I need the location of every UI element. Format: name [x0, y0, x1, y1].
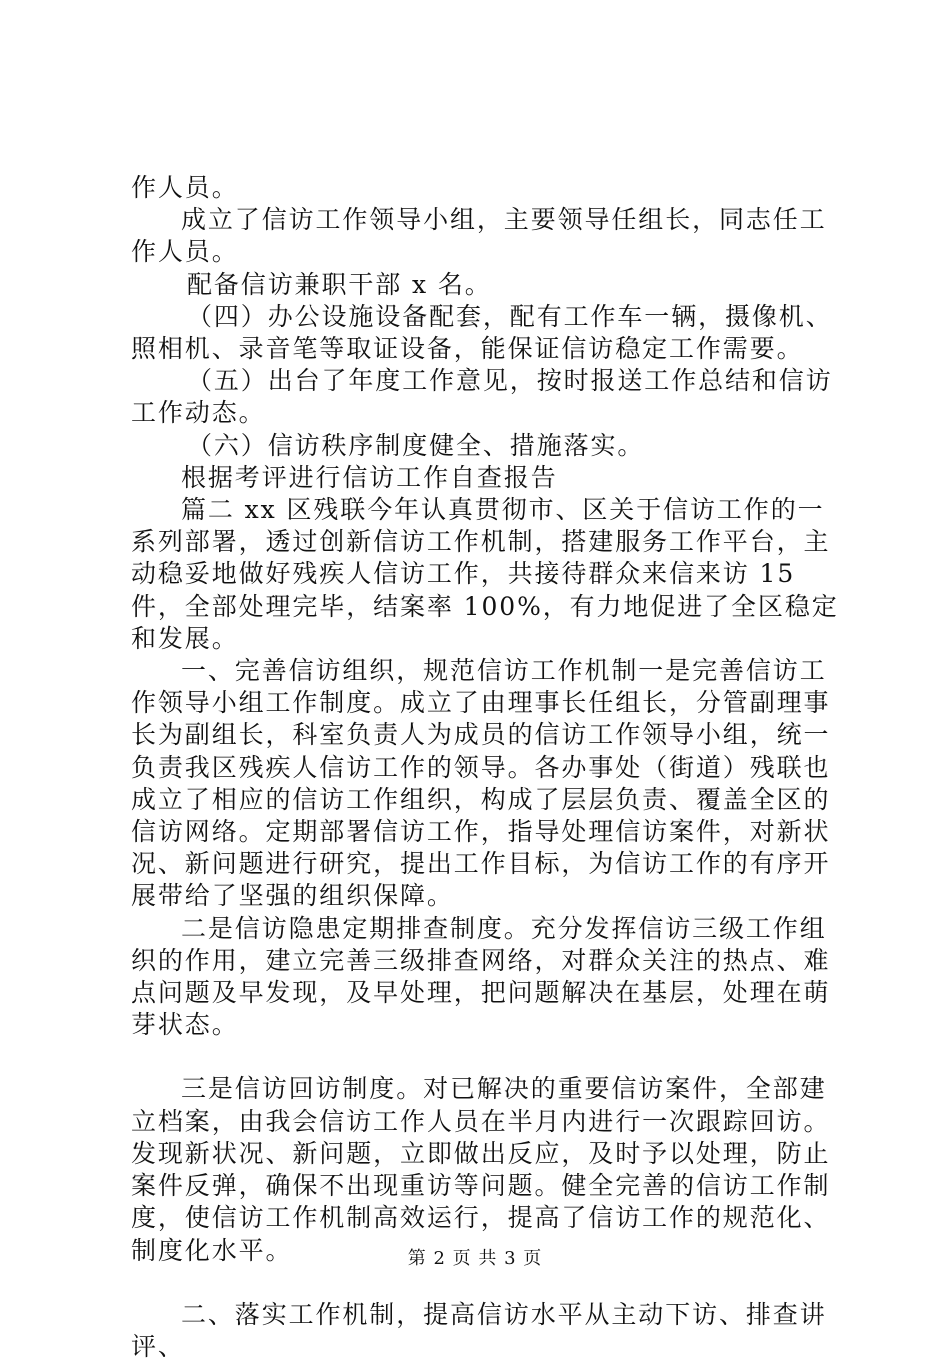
paragraph-article-two-intro: 篇二 xx 区残联今年认真贯彻市、区关于信访工作的一系列部署，透过创新信访工作机制，搭建服务工作平台，主动稳妥地做好残疾人信访工作，共接待群众来信来访 15 件，全部处理完毕，结案率 100%，有力地促进了全区稳定和发展。	[131, 495, 839, 653]
paragraph-section-one: 一、完善信访组织，规范信访工作机制一是完善信访工作领导小组工作制度。成立了由理事长任组长，分管副理事长为副组长，科室负责人为成员的信访工作领导小组，统一负责我区残疾人信访工作的领导。各办事处（街道）残联也成立了相应的信访工作组织，构成了层层负责、覆盖全区的信访网络。定期部署信访工作，指导处理信访案件，对新状况、新问题进行研究，提出工作目标，为信访工作的有序开展带给了坚强的组织保障。	[131, 656, 831, 911]
paragraph-gap	[131, 1267, 851, 1299]
paragraph-hazard-check: 二是信访隐患定期排查制度。充分发挥信访三级工作组织的作用，建立完善三级排查网络，对群众关注的热点、难点问题及早发现，及早处理，把问题解决在基层，处理在萌芽状态。	[131, 913, 831, 1040]
page-footer: 第 2 页 共 3 页	[407, 1248, 543, 1269]
paragraph-leadership-group: 成立了信访工作领导小组，主要领导任组长，同志任工作人员。	[131, 205, 827, 267]
paragraph-part-time-staff: 配备信访兼职干部 x 名。	[187, 269, 492, 299]
paragraph-section-two: 二、落实工作机制，提高信访水平从主动下访、排查讲评、	[131, 1299, 827, 1361]
paragraph-follow-up: 三是信访回访制度。对已解决的重要信访案件，全部建立档案，由我会信访工作人员在半月内进行一次跟踪回访。发现新状况、新问题，立即做出反应，及时予以处理，防止案件反弹，确保不出现重访等问题。健全完善的信访工作制度，使信访工作机制高效运行，提高了信访工作的规范化、制度化水平。	[131, 1074, 831, 1265]
document-body	[131, 172, 851, 1363]
paragraph-section-four: （四）办公设施设备配套，配有工作车一辆，摄像机、照相机、录音笔等取证设备，能保证信访稳定工作需要。	[131, 301, 833, 364]
paragraph-continuation: 作人员。	[131, 173, 239, 202]
paragraph-section-five: （五）出台了年度工作意见，按时报送工作总结和信访工作动态。	[131, 366, 833, 428]
paragraph-section-six: （六）信访秩序制度健全、措施落实。	[187, 430, 645, 460]
paragraph-gap	[131, 1041, 851, 1073]
paragraph-report-title: 根据考评进行信访工作自查报告	[181, 462, 558, 492]
